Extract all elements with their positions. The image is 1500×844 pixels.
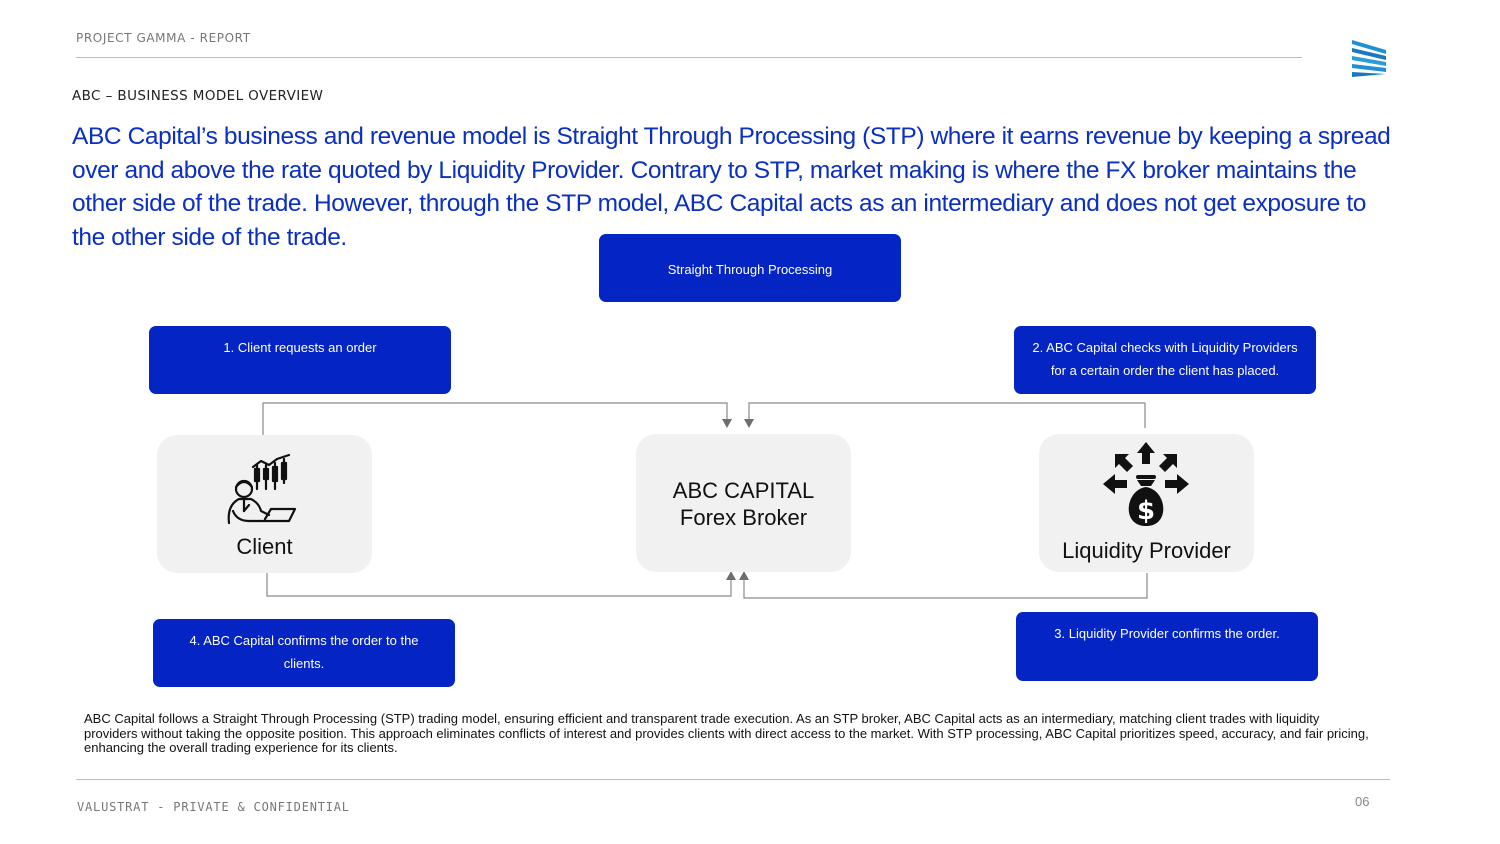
- trader-chart-icon: [225, 453, 299, 529]
- broker-name: ABC CAPITAL: [672, 478, 815, 503]
- client-label: Client: [236, 534, 293, 559]
- client-node: [157, 435, 372, 573]
- diagram-title: Straight Through Processing: [667, 262, 833, 277]
- bottom-divider: [76, 779, 1390, 780]
- svg-text:$: $: [1136, 496, 1156, 526]
- step-3-box: [1016, 612, 1318, 681]
- headline: ABC Capital’s business and revenue model is Straight Through Processing (STP) where it earns revenue by keeping a spread over and above the rate quoted by Liquidity Provider. Contrary to STP, market making is where the FX broker maintains the other side of the trade. However, through the STP model, ABC Capital acts as an intermediary and does not get exposure to the other side of the trade.: [72, 123, 1391, 251]
- summary-paragraph: ABC Capital follows a Straight Through Processing (STP) trading model, ensuring efficient and transparent trade execution. As an STP broker, ABC Capital acts as an intermediary, matching client trades with liquidity providers without taking the opposite position. This approach eliminates conflicts of interest and provides clients with direct access to the market. With STP processing, ABC Capital prioritizes speed, accuracy, and fair pricing, enhancing the overall trading experience for its clients.: [84, 711, 1369, 755]
- step-1-box: [149, 326, 451, 394]
- report-label: PROJECT GAMMA - REPORT: [76, 31, 251, 45]
- broker-type: Forex Broker: [679, 505, 808, 530]
- page-number: 06: [1355, 794, 1370, 809]
- step-4-box: [153, 619, 455, 687]
- top-divider: [76, 57, 1302, 58]
- diagram-title-box: [599, 234, 901, 302]
- money-bag-arrows-icon: [1103, 442, 1189, 528]
- liquidity-provider-label: Liquidity Provider: [1062, 538, 1231, 563]
- step-2-box: [1014, 326, 1316, 394]
- section-title: ABC – BUSINESS MODEL OVERVIEW: [72, 88, 324, 104]
- chevron-stripes-logo: [1350, 38, 1388, 78]
- broker-node: [636, 434, 851, 572]
- step-4-text: 4. ABC Capital confirms the order to the clients.: [189, 633, 419, 671]
- liquidity-provider-node: [1039, 434, 1254, 572]
- step-2-text: 2. ABC Capital checks with Liquidity Providers for a certain order the client has placed.: [1032, 340, 1298, 378]
- step-3-text: 3. Liquidity Provider confirms the order.: [1054, 626, 1280, 641]
- confidential-notice: VALUSTRAT - PRIVATE & CONFIDENTIAL: [77, 800, 350, 814]
- step-1-text: 1. Client requests an order: [223, 340, 377, 355]
